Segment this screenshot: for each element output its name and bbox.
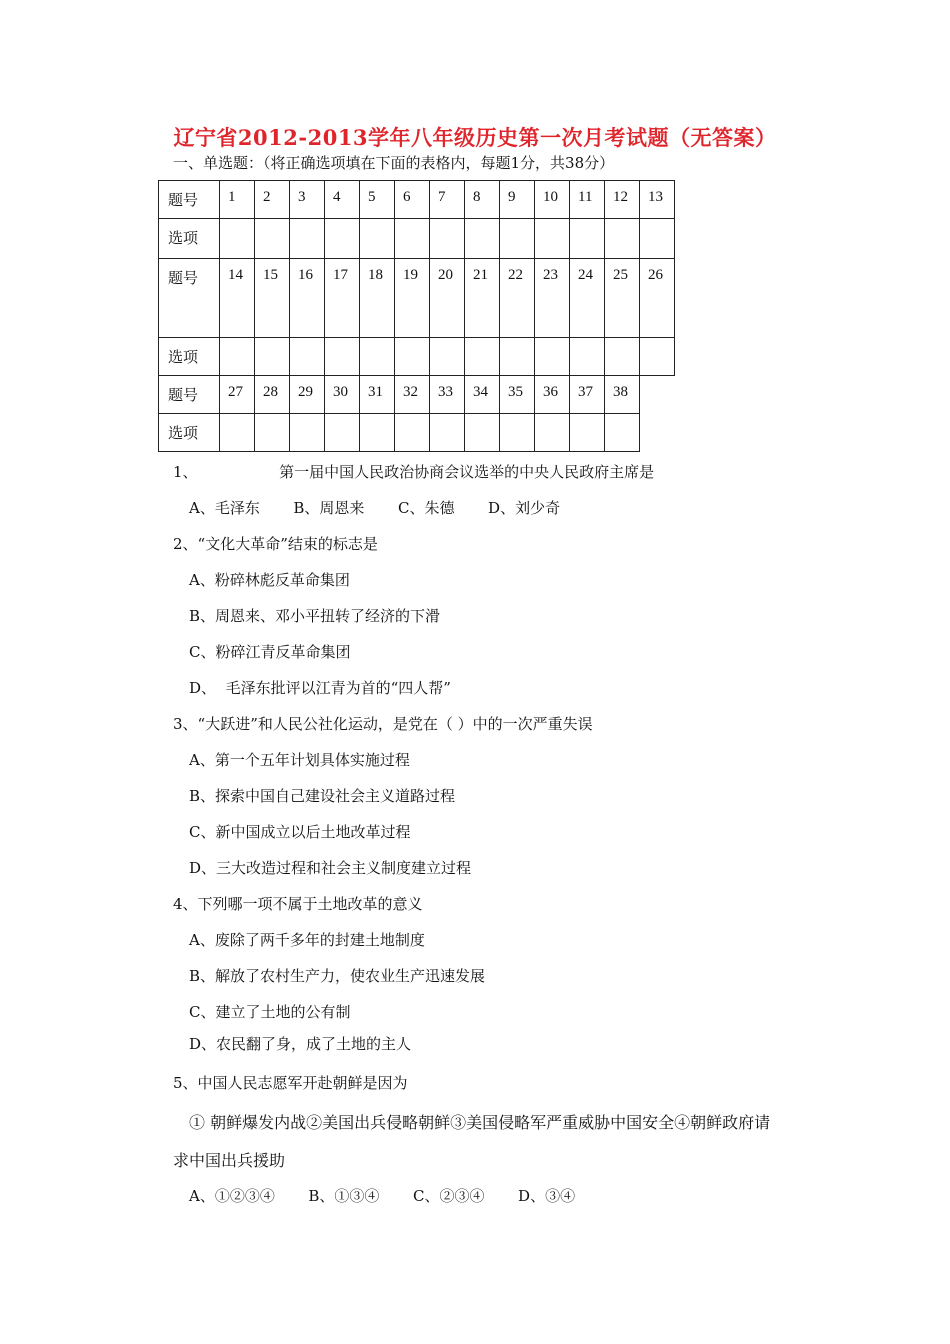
question-3: 3、“大跃进”和人民公社化运动，是党在（ ）中的一次严重失误 [173, 715, 593, 733]
answer-cell[interactable] [220, 338, 255, 376]
option-b: B、①③④ [308, 1187, 380, 1205]
question-number-cell: 19 [395, 259, 430, 338]
option-c: C、朱德 [398, 499, 455, 517]
answer-cell[interactable] [640, 219, 675, 259]
answer-cell[interactable] [640, 338, 675, 376]
question-number-cell: 28 [255, 376, 290, 414]
answer-cell[interactable] [535, 219, 570, 259]
question-number-cell: 11 [570, 181, 605, 219]
row-label: 题号 [159, 376, 220, 414]
answer-cell[interactable] [500, 414, 535, 452]
option-a: A、第一个五年计划具体实施过程 [189, 751, 410, 769]
option-b: B、周恩来 [293, 499, 365, 517]
answer-cell[interactable] [395, 338, 430, 376]
answer-cell[interactable] [605, 219, 640, 259]
option-a: A、毛泽东 [189, 499, 260, 517]
option-a: A、废除了两千多年的封建土地制度 [189, 931, 425, 949]
question-number-cell: 32 [395, 376, 430, 414]
option-a: A、粉碎林彪反革命集团 [189, 571, 350, 589]
table-row-answers-1 [159, 219, 675, 259]
question-number-cell: 9 [500, 181, 535, 219]
answer-cell[interactable] [430, 414, 465, 452]
answer-cell[interactable] [570, 219, 605, 259]
answer-cell[interactable] [500, 219, 535, 259]
row-label: 选项 [159, 338, 220, 376]
question-number-cell: 29 [290, 376, 325, 414]
option-c: C、建立了土地的公有制 [189, 1003, 351, 1021]
answer-cell[interactable] [465, 338, 500, 376]
question-number-cell: 34 [465, 376, 500, 414]
question-number-cell: 38 [605, 376, 640, 414]
answer-cell[interactable] [465, 219, 500, 259]
question-number-cell: 16 [290, 259, 325, 338]
question-number-cell: 4 [325, 181, 360, 219]
question-1-options [189, 497, 560, 518]
answer-cell[interactable] [395, 414, 430, 452]
question-1 [173, 461, 654, 482]
document-title: 辽宁省2012-2013学年八年级历史第一次月考试题（无答案） [173, 125, 777, 150]
answer-cell[interactable] [430, 219, 465, 259]
question-number-cell: 1 [220, 181, 255, 219]
answer-cell[interactable] [395, 219, 430, 259]
question-number-cell: 23 [535, 259, 570, 338]
question-number-cell: 18 [360, 259, 395, 338]
answer-cell[interactable] [360, 338, 395, 376]
question-number-cell: 15 [255, 259, 290, 338]
empty-cell [640, 414, 675, 452]
question-5-options [189, 1185, 575, 1206]
row-label: 选项 [159, 219, 220, 259]
answer-cell[interactable] [360, 219, 395, 259]
row-label: 题号 [159, 259, 220, 338]
question-stem: 第一届中国人民政治协商会议选举的中央人民政府主席是 [279, 463, 655, 481]
question-number-cell: 6 [395, 181, 430, 219]
option-c: C、②③④ [413, 1187, 485, 1205]
question-number-cell: 37 [570, 376, 605, 414]
question-2: 2、“文化大革命”结束的标志是 [173, 535, 378, 553]
question-5-line-1: ① 朝鲜爆发内战②美国出兵侵略朝鲜③美国侵略军严重威胁中国安全④朝鲜政府请 [189, 1113, 771, 1132]
option-b: B、解放了农村生产力，使农业生产迅速发展 [189, 967, 486, 985]
answer-cell[interactable] [570, 414, 605, 452]
answer-cell[interactable] [220, 414, 255, 452]
table-row-numbers-2 [159, 259, 675, 338]
question-number-cell: 24 [570, 259, 605, 338]
option-c: C、粉碎江青反革命集团 [189, 643, 351, 661]
answer-cell[interactable] [465, 414, 500, 452]
question-number-cell: 33 [430, 376, 465, 414]
row-label: 题号 [159, 181, 220, 219]
question-number-cell: 26 [640, 259, 675, 338]
table-row-numbers-1 [159, 181, 675, 219]
answer-cell[interactable] [535, 414, 570, 452]
answer-cell[interactable] [290, 338, 325, 376]
answer-cell[interactable] [255, 414, 290, 452]
question-number-cell: 31 [360, 376, 395, 414]
option-d: D、三大改造过程和社会主义制度建立过程 [189, 859, 472, 877]
answer-cell[interactable] [605, 338, 640, 376]
question-number-cell: 2 [255, 181, 290, 219]
answer-cell[interactable] [220, 219, 255, 259]
question-number-cell: 27 [220, 376, 255, 414]
question-number-cell: 3 [290, 181, 325, 219]
question-5-line-2: 求中国出兵援助 [173, 1151, 286, 1170]
question-number-cell: 13 [640, 181, 675, 219]
answer-cell[interactable] [535, 338, 570, 376]
question-number-cell: 30 [325, 376, 360, 414]
table-row-numbers-3 [159, 376, 675, 414]
question-number-cell: 22 [500, 259, 535, 338]
question-number-cell: 35 [500, 376, 535, 414]
question-number-cell: 14 [220, 259, 255, 338]
table-row-answers-3 [159, 414, 675, 452]
question-4: 4、下列哪一项不属于土地改革的意义 [173, 895, 423, 913]
answer-cell[interactable] [290, 414, 325, 452]
answer-cell[interactable] [325, 414, 360, 452]
option-d: D、刘少奇 [488, 499, 561, 517]
option-b: B、探索中国自己建设社会主义道路过程 [189, 787, 456, 805]
question-number-cell: 25 [605, 259, 640, 338]
answer-cell[interactable] [325, 219, 360, 259]
table-row-answers-2 [159, 338, 675, 376]
question-5: 5、中国人民志愿军开赴朝鲜是因为 [173, 1074, 408, 1092]
answer-cell[interactable] [255, 219, 290, 259]
answer-cell[interactable] [255, 338, 290, 376]
question-number-cell: 20 [430, 259, 465, 338]
question-number-cell: 17 [325, 259, 360, 338]
question-number-cell: 12 [605, 181, 640, 219]
option-b: B、周恩来、邓小平扭转了经济的下滑 [189, 607, 441, 625]
answer-cell[interactable] [325, 338, 360, 376]
question-number-cell: 5 [360, 181, 395, 219]
question-number-cell: 21 [465, 259, 500, 338]
answer-table [158, 180, 675, 452]
option-c: C、新中国成立以后土地改革过程 [189, 823, 411, 841]
option-d: D、③④ [518, 1187, 576, 1205]
section-heading: 一、单选题：（将正确选项填在下面的表格内，每题1分，共38分） [173, 154, 615, 172]
question-number-cell: 36 [535, 376, 570, 414]
question-number: 1、 [173, 463, 198, 481]
answer-cell[interactable] [360, 414, 395, 452]
answer-cell[interactable] [605, 414, 640, 452]
question-number-cell: 10 [535, 181, 570, 219]
empty-cell [640, 376, 675, 414]
answer-cell[interactable] [570, 338, 605, 376]
question-number-cell: 8 [465, 181, 500, 219]
row-label: 选项 [159, 414, 220, 452]
option-d: D、农民翻了身，成了土地的主人 [189, 1035, 412, 1053]
answer-cell[interactable] [290, 219, 325, 259]
option-d: D、 毛泽东批评以江青为首的“四人帮” [189, 679, 451, 697]
answer-cell[interactable] [500, 338, 535, 376]
question-number-cell: 7 [430, 181, 465, 219]
answer-cell[interactable] [430, 338, 465, 376]
option-a: A、①②③④ [189, 1187, 275, 1205]
